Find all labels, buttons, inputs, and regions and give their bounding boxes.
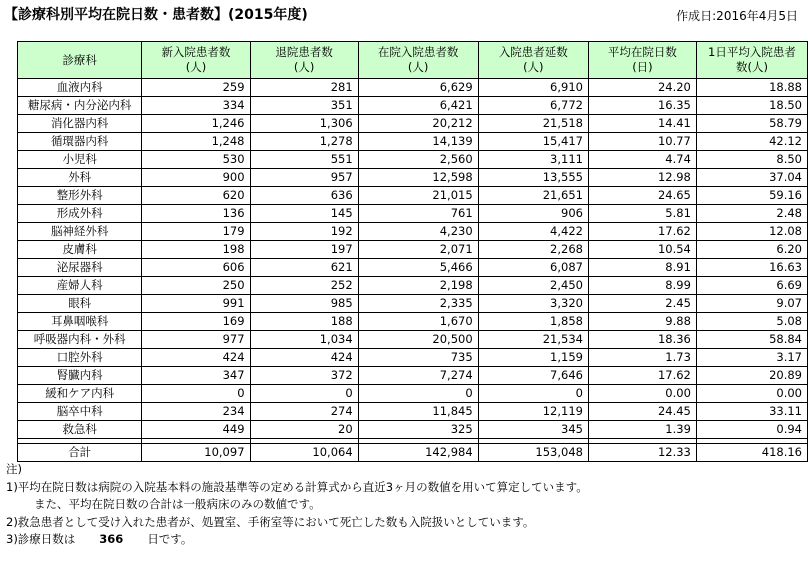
department-cell: 脳卒中科 (18, 403, 142, 421)
table-row (18, 115, 808, 133)
value-cell: 735 (358, 349, 478, 367)
value-cell: 4,230 (358, 223, 478, 241)
department-cell: 外科 (18, 169, 142, 187)
value-cell: 9.07 (696, 295, 807, 313)
note-2: 2)救急患者として受け入れた患者が、処置室、手術室等において死亡した数も入院扱いとしています。 (6, 514, 535, 529)
value-cell: 21,534 (478, 331, 588, 349)
value-cell: 2,450 (478, 277, 588, 295)
value-cell: 37.04 (696, 169, 807, 187)
value-cell: 991 (142, 295, 250, 313)
value-cell: 10,064 (250, 444, 358, 462)
column-header: 平均在院日数 (日) (588, 42, 696, 79)
department-cell: 緩和ケア内科 (18, 385, 142, 403)
note-3-label: 3)診療日数は (6, 532, 76, 546)
notes (6, 461, 588, 549)
value-cell: 424 (142, 349, 250, 367)
value-cell: 621 (250, 259, 358, 277)
value-cell: 9.88 (588, 313, 696, 331)
value-cell: 274 (250, 403, 358, 421)
column-header: 退院患者数 (人) (250, 42, 358, 79)
department-cell: 循環器内科 (18, 133, 142, 151)
treatment-days-value: 366 (99, 532, 124, 546)
value-cell: 0.00 (588, 385, 696, 403)
value-cell: 24.20 (588, 79, 696, 97)
value-cell: 18.88 (696, 79, 807, 97)
value-cell: 18.36 (588, 331, 696, 349)
department-cell: 脳神経外科 (18, 223, 142, 241)
table-row (18, 79, 808, 97)
value-cell: 1,034 (250, 331, 358, 349)
value-cell: 1,858 (478, 313, 588, 331)
column-header: 1日平均入院患者 数(人) (696, 42, 807, 79)
value-cell: 2,268 (478, 241, 588, 259)
department-cell: 腎臓内科 (18, 367, 142, 385)
department-stats-table (17, 41, 808, 462)
value-cell: 169 (142, 313, 250, 331)
table-row (18, 151, 808, 169)
value-cell: 21,015 (358, 187, 478, 205)
value-cell: 250 (142, 277, 250, 295)
value-cell: 906 (478, 205, 588, 223)
value-cell: 620 (142, 187, 250, 205)
department-cell: 泌尿器科 (18, 259, 142, 277)
value-cell: 10.77 (588, 133, 696, 151)
value-cell: 16.63 (696, 259, 807, 277)
value-cell: 20,500 (358, 331, 478, 349)
notes-heading: 注) (6, 462, 22, 476)
table-row (18, 277, 808, 295)
department-cell: 耳鼻咽喉科 (18, 313, 142, 331)
value-cell: 6,910 (478, 79, 588, 97)
department-cell: 合計 (18, 444, 142, 462)
value-cell: 192 (250, 223, 358, 241)
page-title: 【診療科別平均在院日数・患者数】(2015年度) (4, 7, 308, 23)
value-cell: 10,097 (142, 444, 250, 462)
value-cell: 5,466 (358, 259, 478, 277)
table-row (18, 187, 808, 205)
value-cell: 21,651 (478, 187, 588, 205)
value-cell: 6,421 (358, 97, 478, 115)
department-cell: 小児科 (18, 151, 142, 169)
value-cell: 0 (142, 385, 250, 403)
value-cell: 0 (358, 385, 478, 403)
department-cell: 消化器内科 (18, 115, 142, 133)
table-row (18, 421, 808, 439)
value-cell: 8.99 (588, 277, 696, 295)
value-cell: 347 (142, 367, 250, 385)
value-cell: 5.08 (696, 313, 807, 331)
value-cell: 58.84 (696, 331, 807, 349)
value-cell: 424 (250, 349, 358, 367)
value-cell: 2.48 (696, 205, 807, 223)
note-1: 1)平均在院日数は病院の入院基本料の施設基準等の定める計算式から直近3ヶ月の数値を用いて算定しています。 (6, 479, 588, 494)
value-cell: 985 (250, 295, 358, 313)
value-cell: 4.74 (588, 151, 696, 169)
note-3 (6, 531, 588, 549)
department-cell: 産婦人科 (18, 277, 142, 295)
value-cell: 6,629 (358, 79, 478, 97)
value-cell: 7,274 (358, 367, 478, 385)
value-cell: 0.94 (696, 421, 807, 439)
department-cell: 眼科 (18, 295, 142, 313)
value-cell: 18.50 (696, 97, 807, 115)
table-row (18, 367, 808, 385)
value-cell: 2.45 (588, 295, 696, 313)
value-cell: 8.91 (588, 259, 696, 277)
value-cell: 761 (358, 205, 478, 223)
value-cell: 1,278 (250, 133, 358, 151)
value-cell: 153,048 (478, 444, 588, 462)
value-cell: 418.16 (696, 444, 807, 462)
value-cell: 281 (250, 79, 358, 97)
table-row (18, 223, 808, 241)
department-cell: 血液内科 (18, 79, 142, 97)
value-cell: 13,555 (478, 169, 588, 187)
value-cell: 234 (142, 403, 250, 421)
table-row (18, 403, 808, 421)
value-cell: 14,139 (358, 133, 478, 151)
value-cell: 15,417 (478, 133, 588, 151)
value-cell: 142,984 (358, 444, 478, 462)
value-cell: 351 (250, 97, 358, 115)
value-cell: 636 (250, 187, 358, 205)
department-cell: 口腔外科 (18, 349, 142, 367)
value-cell: 3,111 (478, 151, 588, 169)
department-cell: 皮膚科 (18, 241, 142, 259)
value-cell: 1.73 (588, 349, 696, 367)
value-cell: 12.33 (588, 444, 696, 462)
table-row (18, 205, 808, 223)
value-cell: 42.12 (696, 133, 807, 151)
value-cell: 2,071 (358, 241, 478, 259)
value-cell: 58.79 (696, 115, 807, 133)
value-cell: 10.54 (588, 241, 696, 259)
value-cell: 977 (142, 331, 250, 349)
value-cell: 136 (142, 205, 250, 223)
value-cell: 21,518 (478, 115, 588, 133)
value-cell: 16.35 (588, 97, 696, 115)
table-row (18, 331, 808, 349)
value-cell: 12.98 (588, 169, 696, 187)
value-cell: 12.08 (696, 223, 807, 241)
department-cell: 呼吸器内科・外科 (18, 331, 142, 349)
value-cell: 59.16 (696, 187, 807, 205)
department-cell: 救急科 (18, 421, 142, 439)
value-cell: 606 (142, 259, 250, 277)
value-cell: 179 (142, 223, 250, 241)
value-cell: 6,087 (478, 259, 588, 277)
value-cell: 12,119 (478, 403, 588, 421)
value-cell: 17.62 (588, 367, 696, 385)
value-cell: 0.00 (696, 385, 807, 403)
value-cell: 188 (250, 313, 358, 331)
total-row (18, 444, 808, 462)
value-cell: 252 (250, 277, 358, 295)
value-cell: 0 (478, 385, 588, 403)
value-cell: 2,198 (358, 277, 478, 295)
value-cell: 14.41 (588, 115, 696, 133)
department-cell: 整形外科 (18, 187, 142, 205)
value-cell: 20 (250, 421, 358, 439)
value-cell: 900 (142, 169, 250, 187)
value-cell: 325 (358, 421, 478, 439)
table-row (18, 259, 808, 277)
department-cell: 糖尿病・内分泌内科 (18, 97, 142, 115)
value-cell: 2,560 (358, 151, 478, 169)
table-row (18, 385, 808, 403)
value-cell: 372 (250, 367, 358, 385)
value-cell: 530 (142, 151, 250, 169)
created-date: 作成日:2016年4月5日 (676, 9, 798, 23)
value-cell: 197 (250, 241, 358, 259)
value-cell: 33.11 (696, 403, 807, 421)
value-cell: 20.89 (696, 367, 807, 385)
value-cell: 449 (142, 421, 250, 439)
department-cell: 形成外科 (18, 205, 142, 223)
column-header: 診療科 (18, 42, 142, 79)
table-row (18, 349, 808, 367)
header-row (18, 42, 808, 79)
value-cell: 4,422 (478, 223, 588, 241)
value-cell: 345 (478, 421, 588, 439)
value-cell: 2,335 (358, 295, 478, 313)
value-cell: 3,320 (478, 295, 588, 313)
table-row (18, 133, 808, 151)
value-cell: 6.69 (696, 277, 807, 295)
note-3-suffix: 日です。 (147, 532, 193, 546)
value-cell: 1,670 (358, 313, 478, 331)
note-1-continuation: また、平均在院日数の合計は一般病床のみの数値です。 (34, 497, 321, 511)
value-cell: 17.62 (588, 223, 696, 241)
value-cell: 20,212 (358, 115, 478, 133)
value-cell: 1,159 (478, 349, 588, 367)
value-cell: 198 (142, 241, 250, 259)
column-header: 新入院患者数 (人) (142, 42, 250, 79)
column-header: 入院患者延数 (人) (478, 42, 588, 79)
value-cell: 12,598 (358, 169, 478, 187)
value-cell: 551 (250, 151, 358, 169)
value-cell: 24.65 (588, 187, 696, 205)
value-cell: 1,248 (142, 133, 250, 151)
value-cell: 6.20 (696, 241, 807, 259)
value-cell: 7,646 (478, 367, 588, 385)
value-cell: 11,845 (358, 403, 478, 421)
value-cell: 259 (142, 79, 250, 97)
value-cell: 145 (250, 205, 358, 223)
value-cell: 5.81 (588, 205, 696, 223)
column-header: 在院入院患者数 (人) (358, 42, 478, 79)
value-cell: 334 (142, 97, 250, 115)
value-cell: 6,772 (478, 97, 588, 115)
value-cell: 8.50 (696, 151, 807, 169)
value-cell: 24.45 (588, 403, 696, 421)
value-cell: 957 (250, 169, 358, 187)
value-cell: 1.39 (588, 421, 696, 439)
value-cell: 0 (250, 385, 358, 403)
table-row (18, 97, 808, 115)
table-row (18, 313, 808, 331)
value-cell: 3.17 (696, 349, 807, 367)
table-row (18, 241, 808, 259)
table-row (18, 169, 808, 187)
value-cell: 1,246 (142, 115, 250, 133)
value-cell: 1,306 (250, 115, 358, 133)
table-row (18, 295, 808, 313)
